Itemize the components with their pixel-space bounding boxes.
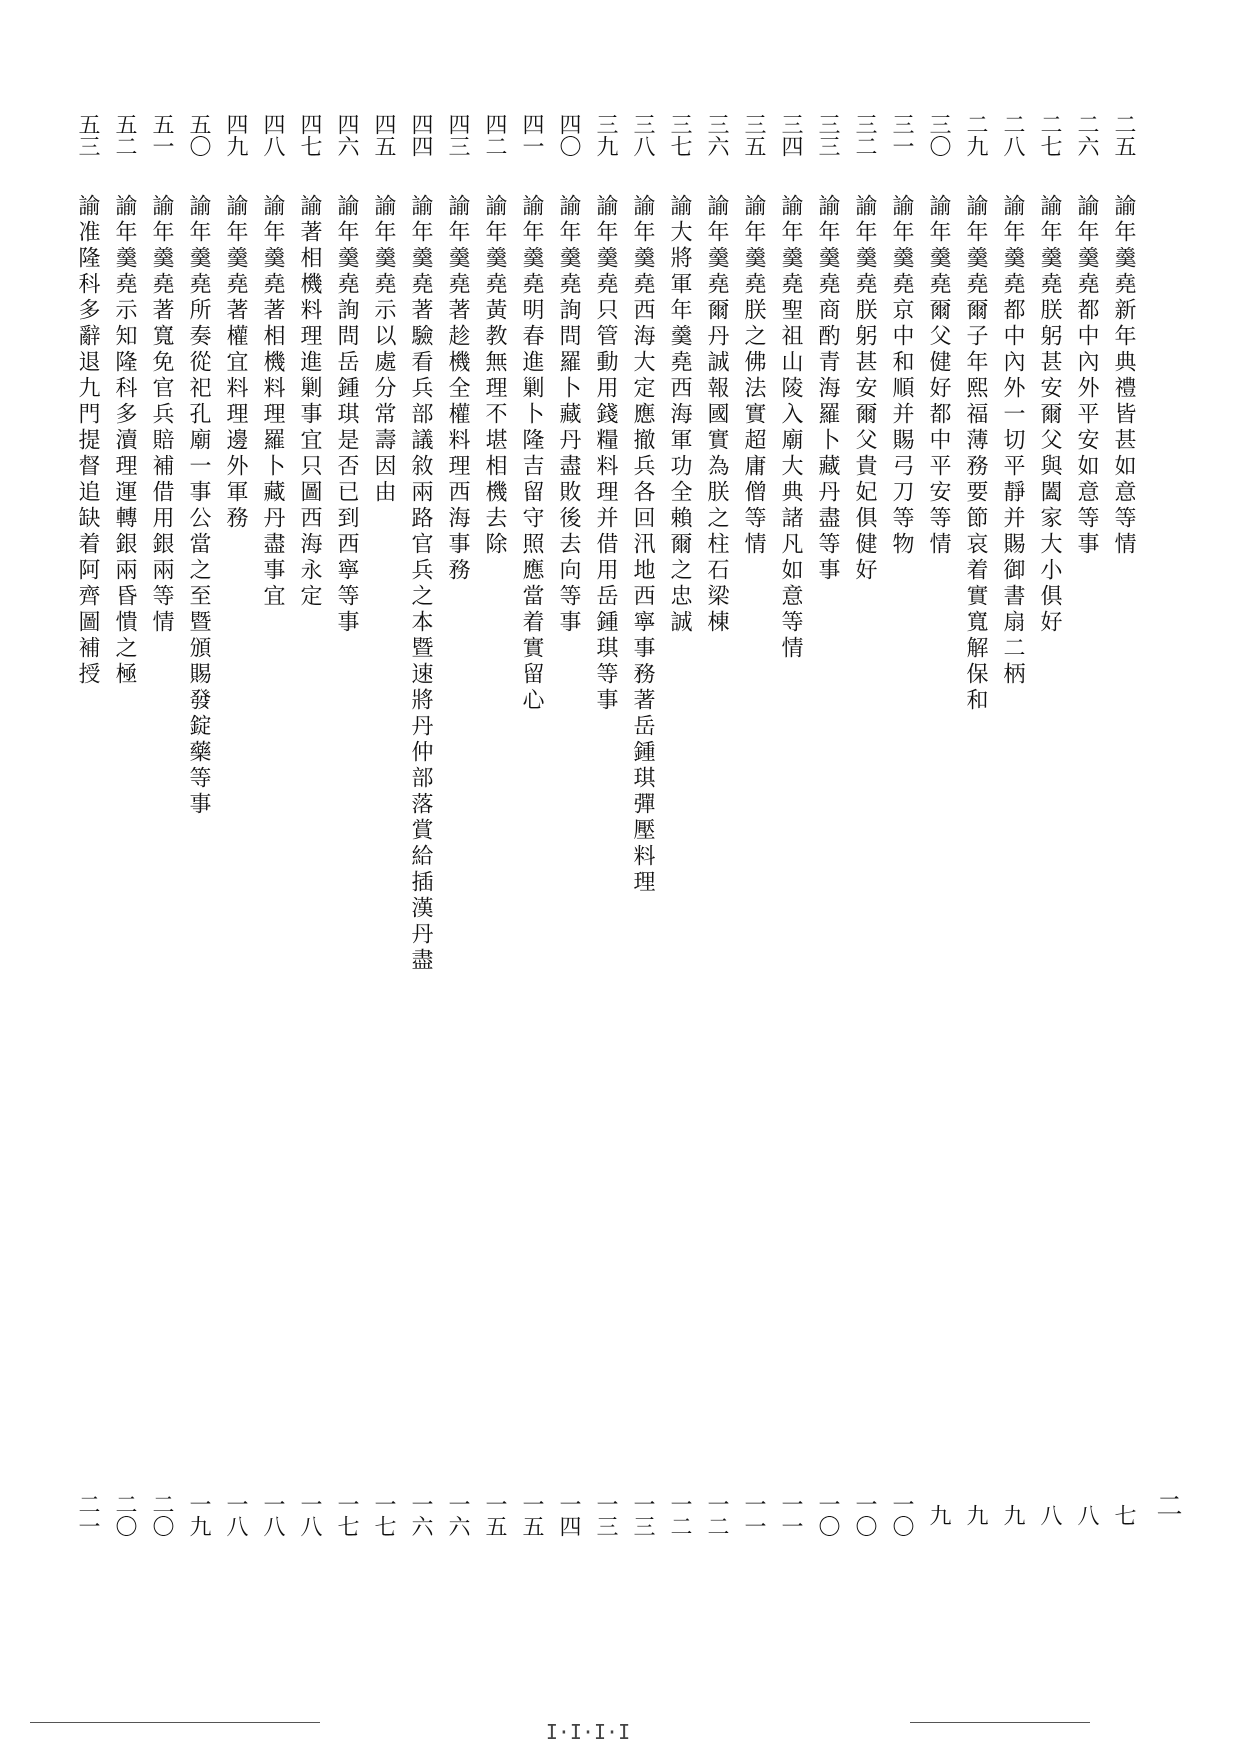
entry-page: 一一	[778, 1493, 803, 1537]
entry-number: 四二	[482, 113, 507, 157]
toc-entry	[329, 100, 363, 1550]
entry-page: 九	[1000, 1504, 1025, 1526]
entry-title: 諭年羹堯商酌青海羅卜藏丹盡等事 ·····	[810, 194, 844, 1434]
entry-title: 諭年羹堯朕躬甚安爾父與闔家大小俱好 ·····	[1032, 194, 1066, 1434]
toc-entry	[1069, 100, 1103, 1550]
entry-page: 一〇	[852, 1493, 877, 1537]
entry-number: 三二	[852, 113, 877, 157]
entry-number: 二九	[963, 113, 988, 157]
entry-title: 諭年羹堯著相機料理羅卜藏丹盡事宜 ·····	[255, 194, 289, 1434]
entry-page: 一二	[704, 1493, 729, 1537]
toc-entry	[70, 100, 104, 1550]
toc-entry	[366, 100, 400, 1550]
toc-entry	[107, 100, 141, 1550]
entry-number: 三六	[704, 113, 729, 157]
entry-page: 九	[926, 1504, 951, 1526]
toc-entry	[921, 100, 955, 1550]
toc-entry	[995, 100, 1029, 1550]
entry-number: 五三	[75, 113, 100, 157]
toc-entry	[884, 100, 918, 1550]
entry-number: 二五	[1111, 113, 1136, 157]
entry-page: 一〇	[815, 1493, 840, 1537]
toc-entry	[477, 100, 511, 1550]
entry-page: 一七	[371, 1493, 396, 1537]
entry-page: 一六	[408, 1493, 433, 1537]
entry-number: 四三	[445, 113, 470, 157]
entry-number: 三八	[630, 113, 655, 157]
entry-number: 四一	[519, 113, 544, 157]
entry-page: 二一	[75, 1493, 100, 1537]
entry-page: 一一	[741, 1493, 766, 1537]
entry-title: 諭年羹堯聖祖山陵入廟大典諸凡如意等情 ·····	[773, 194, 807, 1434]
footer-stamp: I·I·I·I	[545, 1720, 631, 1744]
entry-title: 諭年羹堯西海大定應撤兵各回汛地西寧事務著岳鍾琪彈壓料理 ·····	[625, 194, 659, 1434]
entry-page: 一五	[519, 1493, 544, 1537]
entry-number: 三四	[778, 113, 803, 157]
entry-page: 一〇	[889, 1493, 914, 1537]
entry-title: 諭准隆科多辭退九門提督追缺着阿齊圖補授 ·····	[70, 194, 104, 1434]
entry-page: 一四	[556, 1493, 581, 1537]
entry-page: 一七	[334, 1493, 359, 1537]
entry-number: 三一	[889, 113, 914, 157]
entry-title: 諭年羹堯所奏從祀孔廟一事公當之至暨頒賜發錠藥等事 ·····	[181, 194, 215, 1434]
entry-title: 諭年羹堯爾丹誠報國實為朕之柱石梁棟 ·····	[699, 194, 733, 1434]
entry-title: 諭年羹堯示以處分常壽因由 ·····	[366, 194, 400, 1434]
toc-entry	[810, 100, 844, 1550]
entry-title: 諭年羹堯著趁機全權料理西海事務 ·····	[440, 194, 474, 1434]
toc-entry	[625, 100, 659, 1550]
entry-number: 五二	[112, 113, 137, 157]
page-footer	[0, 1718, 1240, 1748]
entry-title: 諭年羹堯詢問羅卜藏丹盡敗後去向等事 ·····	[551, 194, 585, 1434]
entry-page: 七	[1111, 1504, 1136, 1526]
entry-number: 三九	[593, 113, 618, 157]
entry-page: 一八	[223, 1493, 248, 1537]
entry-title: 諭年羹堯京中和順并賜弓刀等物 ·····	[884, 194, 918, 1434]
table-of-contents	[70, 100, 1140, 1550]
entry-page: 一三	[593, 1493, 618, 1537]
toc-entry	[403, 100, 437, 1550]
entry-title: 諭年羹堯新年典禮皆甚如意等情 ·····	[1106, 194, 1140, 1434]
entry-number: 五〇	[186, 113, 211, 157]
toc-entry	[181, 100, 215, 1550]
entry-number: 四八	[260, 113, 285, 157]
entry-title: 諭年羹堯明春進剿卜隆吉留守照應當着實留心 ·····	[514, 194, 548, 1434]
toc-entry	[1032, 100, 1066, 1550]
entry-page: 一五	[482, 1493, 507, 1537]
entry-title: 諭年羹堯著權宜料理邊外軍務 ·····	[218, 194, 252, 1434]
page-number: 二	[1152, 1492, 1182, 1518]
toc-entry	[699, 100, 733, 1550]
toc-entry	[218, 100, 252, 1550]
entry-title: 諭年羹堯朕之佛法實超庸僧等情 ·····	[736, 194, 770, 1434]
entry-page: 一六	[445, 1493, 470, 1537]
entry-page: 二〇	[149, 1493, 174, 1537]
toc-entry	[440, 100, 474, 1550]
entry-title: 諭年羹堯朕躬甚安爾父貴妃俱健好 ·····	[847, 194, 881, 1434]
entry-number: 三五	[741, 113, 766, 157]
entry-number: 四六	[334, 113, 359, 157]
entry-page: 八	[1074, 1504, 1099, 1526]
entry-number: 四九	[223, 113, 248, 157]
entry-number: 二八	[1000, 113, 1025, 157]
entry-number: 四四	[408, 113, 433, 157]
entry-number: 四七	[297, 113, 322, 157]
toc-entry	[292, 100, 326, 1550]
footer-rule-right	[910, 1722, 1090, 1723]
entry-number: 五一	[149, 113, 174, 157]
entry-number: 三七	[667, 113, 692, 157]
entry-page: 一八	[260, 1493, 285, 1537]
entry-title: 諭年羹堯示知隆科多瀆理運轉銀兩昏憒之極 ·····	[107, 194, 141, 1434]
entry-number: 四〇	[556, 113, 581, 157]
entry-number: 二七	[1037, 113, 1062, 157]
entry-page: 一八	[297, 1493, 322, 1537]
entry-title: 諭年羹堯只管動用錢糧料理并借用岳鍾琪等事 ·····	[588, 194, 622, 1434]
entry-title: 諭年羹堯著寬免官兵賠補借用銀兩等情 ·····	[144, 194, 178, 1434]
entry-number: 二六	[1074, 113, 1099, 157]
toc-entry	[847, 100, 881, 1550]
entry-page: 二〇	[112, 1493, 137, 1537]
entry-page: 九	[963, 1504, 988, 1526]
entry-page: 一二	[667, 1493, 692, 1537]
entry-title: 諭大將軍年羹堯西海軍功全賴爾之忠誠 ·····	[662, 194, 696, 1434]
entry-page: 一三	[630, 1493, 655, 1537]
toc-entry	[551, 100, 585, 1550]
entry-title: 諭年羹堯詢問岳鍾琪是否已到西寧等事 ·····	[329, 194, 363, 1434]
entry-title: 諭年羹堯爾子年熙福薄務要節哀着實寬解保和 ·····	[958, 194, 992, 1434]
entry-title: 諭年羹堯都中內外平安如意等事 ·····	[1069, 194, 1103, 1434]
toc-entry	[144, 100, 178, 1550]
entry-number: 三〇	[926, 113, 951, 157]
entry-number: 三三	[815, 113, 840, 157]
entry-title: 諭年羹堯爾父健好都中平安等情 ·····	[921, 194, 955, 1434]
toc-entry	[662, 100, 696, 1550]
toc-entry	[1106, 100, 1140, 1550]
toc-entry	[736, 100, 770, 1550]
toc-entry	[255, 100, 289, 1550]
footer-rule-left	[30, 1722, 320, 1723]
entry-title: 諭年羹堯著驗看兵部議敘兩路官兵之本暨速將丹仲部落賞給插漢丹盡 ·····	[403, 194, 437, 1434]
entry-number: 四五	[371, 113, 396, 157]
toc-entry	[773, 100, 807, 1550]
entry-page: 八	[1037, 1504, 1062, 1526]
entry-title: 諭年羹堯黃教無理不堪相機去除 ·····	[477, 194, 511, 1434]
entry-page: 一九	[186, 1493, 211, 1537]
entry-title: 諭年羹堯都中內外一切平靜并賜御書扇二柄 ·····	[995, 194, 1029, 1434]
toc-entry	[514, 100, 548, 1550]
toc-entry	[588, 100, 622, 1550]
entry-title: 諭著相機料理進剿事宜只圖西海永定 ·····	[292, 194, 326, 1434]
toc-entry	[958, 100, 992, 1550]
